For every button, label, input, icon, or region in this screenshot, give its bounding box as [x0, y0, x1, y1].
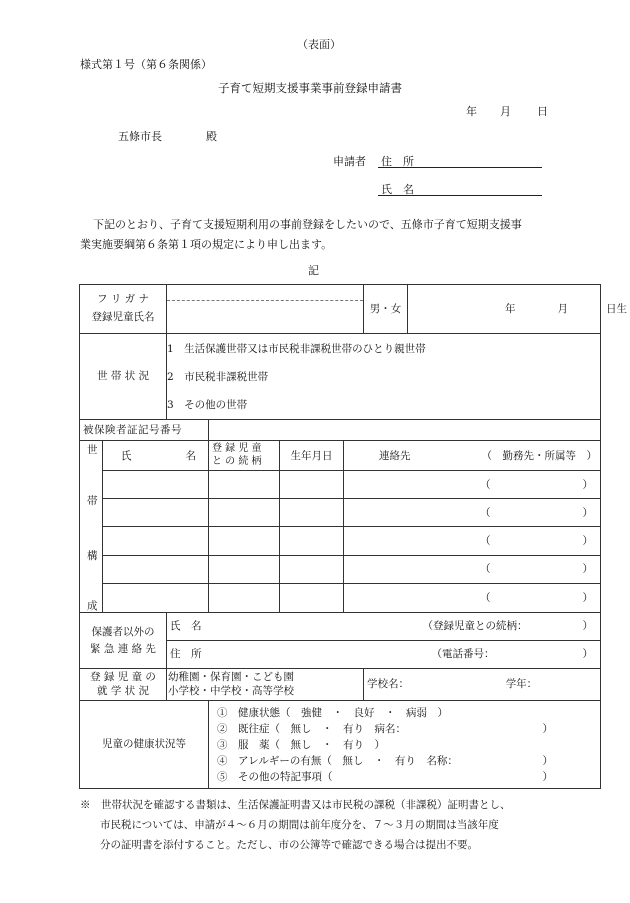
insurance-number-field[interactable] [209, 420, 601, 441]
footnote-line1: ※ 世帯状況を確認する書類は、生活保護証明書又は市民税の課税（非課税）証明書とし、 [80, 799, 511, 811]
paren-close: ） [542, 754, 553, 767]
emergency-contact-label [80, 613, 167, 669]
school-types-line1: 幼稚園・保育園・こども園 [168, 670, 294, 683]
emergency-label-line2: 緊 急 連 絡 先 [90, 642, 156, 655]
relation-header-line2: と の 続 柄 [212, 455, 262, 467]
paren-open: （ [480, 534, 491, 547]
member-relation-field[interactable] [209, 527, 280, 555]
date-month-label: 月 [500, 105, 511, 118]
date-day-label: 日 [537, 105, 548, 118]
applicant-name-label: 氏 名 [381, 183, 414, 196]
member-birthdate-field[interactable] [280, 555, 344, 583]
paren-open: （ [480, 506, 491, 519]
member-name-field[interactable] [103, 527, 209, 555]
member-birthdate-field[interactable] [280, 583, 344, 612]
health-item-medical-history[interactable]: ② 既往症（ 無し ・ 有り 病名： [217, 722, 406, 735]
form-number: 様式第１号（第６条関係） [80, 58, 212, 71]
school-label-line1: 登 録 児 童 の [90, 670, 156, 683]
applicant-address-label: 住 所 [381, 155, 414, 168]
member-relation-field[interactable] [209, 499, 280, 527]
footnote [80, 795, 600, 855]
members-header-row [80, 441, 601, 471]
school-type-options[interactable] [167, 669, 364, 701]
member-row [80, 471, 601, 499]
birthdate-field[interactable] [408, 285, 627, 334]
honorific: 殿 [206, 130, 217, 143]
member-row [80, 499, 601, 527]
relation-header-line1: 登 録 児 童 [212, 443, 262, 455]
insurance-row [80, 420, 601, 441]
household-vertical-4: 成 [87, 600, 98, 612]
school-name-grade-field[interactable] [364, 669, 601, 701]
member-name-field[interactable] [103, 555, 209, 583]
emergency-address-field[interactable] [167, 641, 601, 669]
member-row [80, 555, 601, 583]
health-status-row [80, 701, 601, 789]
birth-year-label: 年 [505, 302, 516, 315]
child-name-label-cell [80, 285, 167, 334]
paren-close: ） [582, 478, 593, 491]
name-header-right: 名 [185, 449, 196, 462]
household-composition-label [80, 441, 103, 613]
page-title: 子育て短期支援事業事前登録申請書 [218, 81, 402, 95]
emergency-phone-label: （電話番号： [431, 648, 495, 661]
child-name-label: 登録児童氏名 [91, 311, 155, 323]
members-birthdate-header: 生年月日 [280, 441, 344, 471]
household-vertical-3: 構 [87, 550, 98, 562]
emergency-name-row [80, 613, 601, 641]
paren-open: （ [480, 563, 491, 576]
school-status-row [80, 669, 601, 701]
grade-label: 学年： [505, 678, 538, 691]
members-name-header [103, 441, 209, 471]
school-status-label [80, 669, 167, 701]
health-item-condition[interactable]: ① 健康状態（ 強健 ・ 良好 ・ 病弱 ） [217, 706, 448, 719]
member-contact-field[interactable] [344, 499, 601, 527]
applicant-name-field[interactable] [378, 195, 542, 196]
applicant-address-field[interactable] [378, 167, 542, 168]
member-contact-field[interactable] [344, 527, 601, 555]
health-item-allergy[interactable]: ④ アレルギーの有無（ 無し ・ 有り 名称： [217, 754, 458, 767]
paren-close: ） [582, 534, 593, 547]
paren-open: （ [480, 591, 491, 604]
emergency-name-field[interactable] [167, 613, 601, 641]
member-birthdate-field[interactable] [280, 471, 344, 499]
member-name-field[interactable] [103, 471, 209, 499]
member-row [80, 583, 601, 612]
paren-open: （ [480, 478, 491, 491]
insurance-label: 被保険者証記号番号 [80, 420, 209, 441]
intro-text-line1: 下記のとおり、子育て支援短期利用の事前登録をしたいので、五條市子育て短期支援事 [93, 218, 522, 231]
school-types-line2: 小学校・中学校・高等学校 [168, 684, 294, 697]
member-contact-field[interactable] [344, 471, 601, 499]
member-name-field[interactable] [103, 499, 209, 527]
school-label-line2: 就 学 状 況 [96, 684, 149, 697]
child-name-row [80, 285, 601, 334]
household-option-2[interactable]: 2 市民税非課税世帯 [167, 370, 269, 383]
member-row [80, 527, 601, 555]
name-header-left: 氏 [121, 449, 132, 462]
application-form-table [79, 284, 627, 789]
emergency-relation-label: （登録児童との続柄： [422, 620, 528, 633]
birth-month-label: 月 [557, 302, 568, 315]
members-relation-header [209, 441, 280, 471]
members-contact-header [344, 441, 601, 471]
intro-text-line2: 業実施要綱第６条第１項の規定により申し出ます。 [80, 238, 333, 251]
household-option-3[interactable]: 3 その他の世帯 [167, 398, 248, 411]
emergency-name-label: 氏 名 [170, 620, 202, 633]
birth-day-label: 日生 [606, 302, 627, 315]
member-contact-field[interactable] [344, 583, 601, 612]
member-birthdate-field[interactable] [280, 527, 344, 555]
household-options-cell [167, 334, 601, 420]
addressee: 五條市長 [118, 130, 162, 143]
member-birthdate-field[interactable] [280, 499, 344, 527]
furigana-label: フ リ ガ ナ [96, 293, 149, 306]
emergency-address-label: 住 所 [170, 648, 202, 661]
member-name-field[interactable] [103, 583, 209, 612]
household-status-row [80, 334, 601, 420]
school-name-label: 学校名： [367, 678, 409, 691]
paren-close: ） [582, 563, 593, 576]
workplace-header: （ 勤務先・所属等 ） [481, 449, 597, 462]
paren-close: ） [582, 591, 593, 604]
household-status-label: 世 帯 状 況 [80, 334, 167, 420]
paren-close: ） [542, 770, 553, 783]
child-name-field[interactable] [167, 285, 364, 334]
paren-close: ） [582, 506, 593, 519]
paren-close: ） [582, 620, 593, 633]
date-year-label: 年 [466, 105, 477, 118]
footnote-line3: 分の証明書を添付すること。ただし、市の公簿等で確認できる場合は提出不要。 [100, 839, 478, 851]
paren-close: ） [582, 648, 593, 661]
contact-header: 連絡先 [379, 449, 411, 462]
emergency-label-line1: 保護者以外の [91, 625, 155, 638]
household-option-1[interactable]: 1 生活保護世帯又は市民税非課税世帯のひとり親世帯 [167, 342, 426, 355]
member-relation-field[interactable] [209, 555, 280, 583]
paren-close: ） [542, 722, 553, 735]
health-item-other-notes[interactable]: ⑤ その他の特記事項（ [217, 770, 333, 783]
side-label: （表面） [297, 38, 341, 51]
member-relation-field[interactable] [209, 583, 280, 612]
ki-label: 記 [308, 264, 319, 277]
household-vertical-2: 帯 [87, 495, 98, 507]
sex-options[interactable]: 男・女 [364, 285, 408, 334]
footnote-line2: 市民税については、申請が４～６月の期間は前年度分を、７～３月の期間は当該年度 [100, 819, 499, 831]
health-items-cell [209, 701, 601, 789]
health-item-medication[interactable]: ③ 服 薬（ 無し ・ 有り ） [217, 738, 385, 751]
member-contact-field[interactable] [344, 555, 601, 583]
applicant-label: 申請者 [333, 155, 366, 168]
member-relation-field[interactable] [209, 471, 280, 499]
health-status-label: 児童の健康状況等 [80, 701, 209, 789]
household-vertical-1: 世 [87, 444, 98, 456]
